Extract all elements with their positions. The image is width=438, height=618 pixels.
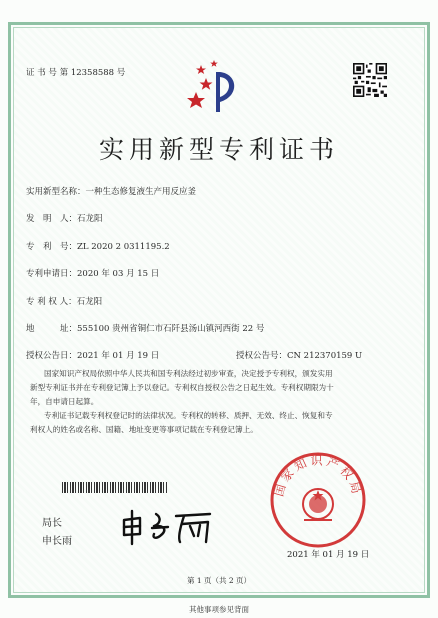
utility-model-name-value: 一种生态修复液生产用反应釜 [85, 187, 197, 197]
inventor-value: 石龙阳 [77, 214, 103, 224]
filing-date-value: 2020 年 03 月 15 日 [77, 269, 160, 279]
utility-model-name-label: 实用新型名称： [26, 187, 86, 197]
filing-date-row [26, 267, 159, 279]
certificate-number-suffix: 号 [116, 68, 126, 78]
grant-date-row [26, 349, 159, 361]
patentee-label: 专 利 权 人： [26, 297, 77, 307]
certificate-title: 实用新型专利证书 [98, 135, 339, 164]
grant-number-row [236, 349, 362, 361]
grant-number-value: CN 212370159 U [287, 351, 363, 361]
patent-number-value: ZL 2020 2 0311195.2 [77, 242, 170, 252]
grant-date-label: 授权公告日： [26, 351, 78, 361]
qr-code-icon [353, 63, 387, 97]
paragraph-line: 利权人的姓名或名称、国籍、地址变更等事项记载在专利登记簿上。 [30, 425, 258, 434]
inventor-label: 发 明 人： [26, 214, 78, 224]
director-title: 局长 [42, 518, 62, 529]
page-number: 第 1 页（共 2 页） [186, 576, 252, 585]
seal-date: 2021 年 01 月 19 日 [287, 550, 370, 560]
address-row [26, 322, 264, 334]
inventor-row [26, 212, 103, 224]
patent-number-row [26, 240, 170, 252]
utility-model-name-row [26, 185, 196, 197]
footer-note: 其他事项参见背面 [189, 605, 249, 614]
paragraph-line: 国家知识产权局依照中华人民共和国专利法经过初步审查，决定授予专利权，颁发实用 [44, 369, 333, 378]
certificate-number: 12358588 [70, 68, 115, 78]
patent-number-label: 专 利 号： [26, 242, 78, 252]
grant-date-value: 2021 年 01 月 19 日 [77, 351, 160, 361]
cnipa-logo-icon [186, 58, 242, 118]
patentee-row [26, 295, 102, 307]
grant-number-label: 授权公告号： [236, 351, 288, 361]
filing-date-label: 专利申请日： [26, 269, 78, 279]
barcode-icon [62, 482, 167, 493]
paragraph-line: 专利证书记载专利权登记时的法律状况。专利权的转移、质押、无效、终止、恢复和专 [44, 411, 333, 420]
address-label: 地 址： [26, 324, 78, 334]
certificate-number-label: 证 书 号 第 [26, 68, 69, 78]
certificate-number-line [26, 66, 125, 78]
paragraph-line: 新型专利证书并在专利登记簿上予以登记。专利权自授权公告之日起生效。专利权期限为十 [30, 383, 334, 392]
paragraph-line: 年，自申请日起算。 [30, 397, 99, 406]
svg-text:国家知识产权局: 国家知识产权局 [271, 453, 365, 499]
patentee-value: 石龙阳 [76, 297, 103, 307]
director-name: 申长雨 [42, 536, 72, 547]
handwritten-signature [120, 508, 215, 548]
official-seal-icon [268, 450, 368, 550]
address-value: 555100 贵州省铜仁市石阡县汤山镇河西街 22 号 [77, 324, 265, 334]
